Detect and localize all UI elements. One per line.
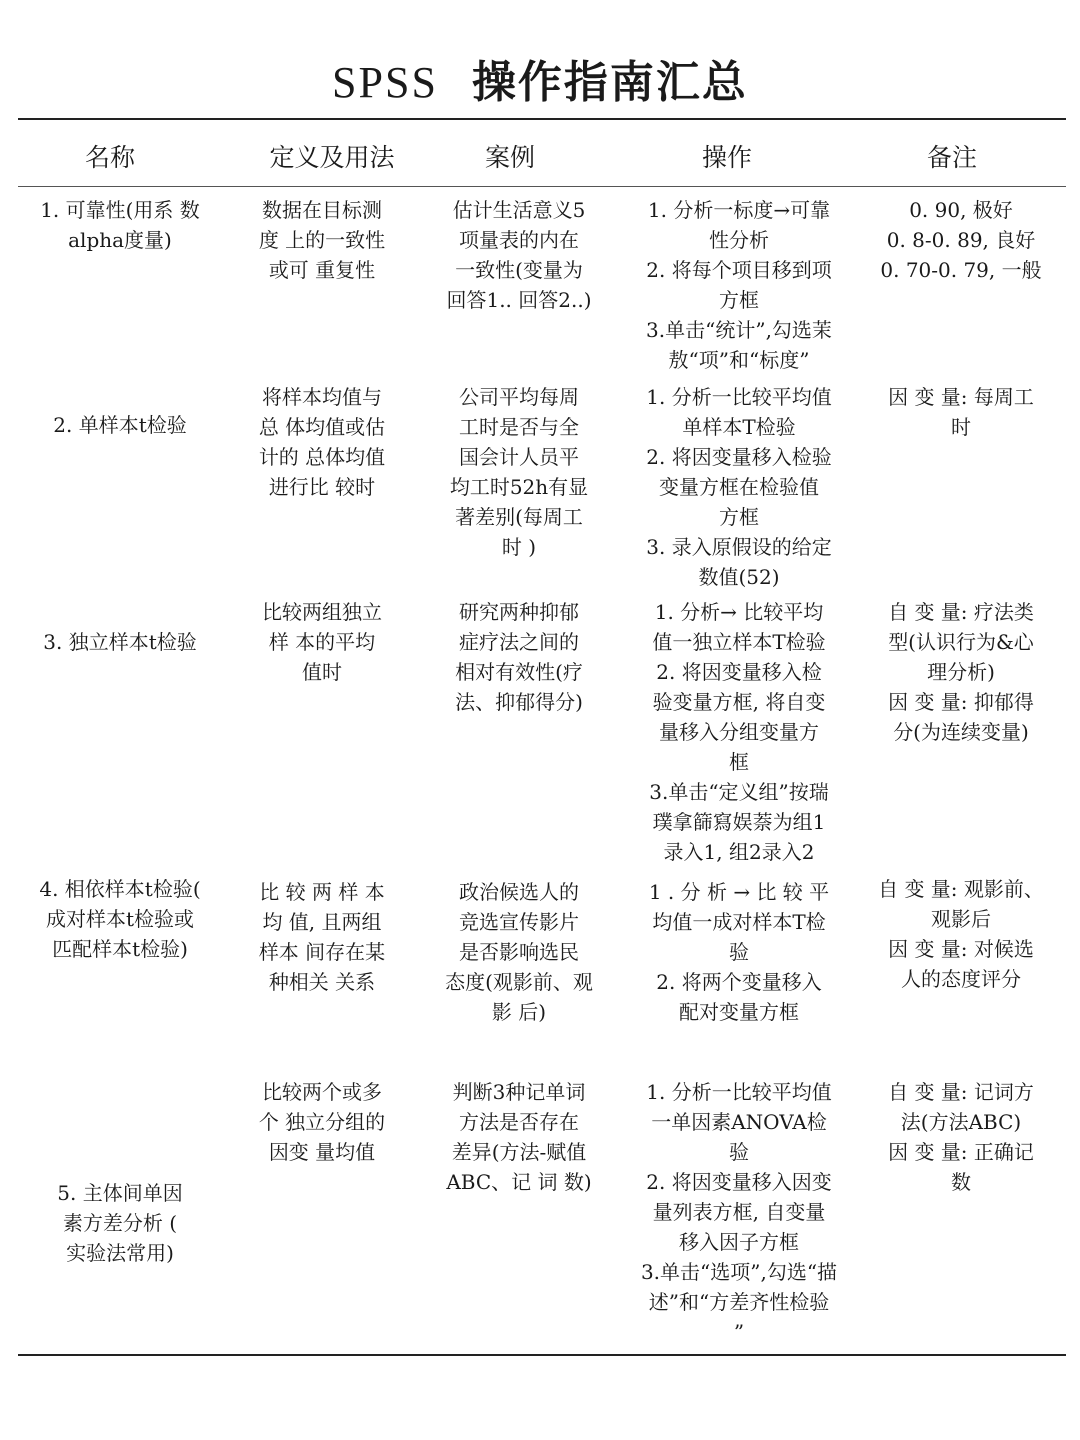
cell-line: 2. 将每个项目移到项 [646,258,832,282]
cell-line: 方框 [719,288,759,312]
cell-line: 成对样本t检验或 [45,907,195,931]
cell-name [20,1178,220,1268]
cell-line: 一致性(变量为 [455,258,583,282]
cell-line: 值一独立样本T检验 [652,630,826,654]
cell-line: 观影后 [931,907,991,931]
cell-line: 值时 [302,660,342,684]
cell-operation [624,877,854,1027]
cell-line: 框 [729,750,749,774]
cell-line: 量列表方框, 自变量 [652,1200,826,1224]
cell-line: 工时是否与全 [459,415,579,439]
cell-line: 度 上的一致性 [258,228,386,252]
cell-line: 型(认识行为&心 [888,630,1034,654]
cell-example [428,877,610,1027]
cell-line: 分(为连续变量) [893,720,1029,744]
cell-example [428,1077,610,1197]
cell-line: 均工时52h有显 [449,475,589,499]
cell-line: 时 [951,415,971,439]
cell-line: 因 变 量: 对候选 [888,937,1034,961]
cell-line: 单样本T检验 [682,415,796,439]
cell-line: 态度(观影前、观 [445,970,593,994]
cell-line: ” [733,1320,745,1344]
cell-line: 匹配样本t检验) [52,937,188,961]
cell-line: ABC、记 词 数) [446,1170,592,1194]
cell-line: 竞选宣传影片 [459,910,579,934]
cell-line: 3. 独立样本t检验 [43,630,197,654]
cell-line: 3.单击“统计”,勾选茉 [646,318,832,342]
cell-line: 1. 可靠性(用系 数 [40,198,200,222]
cell-line: 样 本的平均 [268,630,376,654]
cell-line: 自 变 量: 记词方 [888,1080,1034,1104]
cell-line: 因变 量均值 [268,1140,376,1164]
cell-line: 2. 将因变量移入检验 [646,445,832,469]
cell-line: 理分析) [927,660,995,684]
cell-line: 实验法常用) [66,1241,174,1265]
cell-line: 敖“项”和“标度” [668,348,810,372]
cell-line: 项量表的内在 [459,228,579,252]
cell-line: 3.单击“定义组”按瑞 [649,780,829,804]
cell-definition [232,195,412,285]
title-chinese: 操作指南汇总 [471,57,748,108]
cell-line: 将样本均值与 [262,385,382,409]
cell-line: 影 后) [491,1000,547,1024]
cell-name [20,874,220,964]
cell-line: 2. 将因变量移入因变 [646,1170,832,1194]
cell-line: 方框 [719,505,759,529]
cell-note [866,1077,1056,1197]
header-rule [18,186,1066,187]
cell-line: 总 体均值或估 [258,415,386,439]
cell-line: 因 变 量: 每周工 [888,385,1034,409]
cell-operation [624,195,854,375]
header-name: 名称 [84,143,135,172]
cell-name [20,410,220,440]
header-example: 案例 [484,143,535,172]
cell-line: 回答1.. 回答2..) [446,288,592,312]
cell-line: 数据在目标测 [262,198,382,222]
cell-line: 4. 相依样本t检验( [39,877,201,901]
cell-line: 自 变 量: 观影前、 [878,877,1044,901]
cell-line: 录入1, 组2录入2 [663,840,815,864]
cell-line: 是否影响选民 [459,940,579,964]
cell-line: 比 较 两 样 本 [259,880,385,904]
title-english: SPSS [332,58,438,107]
cell-definition [232,597,412,687]
header-definition: 定义及用法 [269,143,395,172]
cell-line: 判断3种记单词 [452,1080,586,1104]
cell-line: 计的 总体均值 [258,445,386,469]
cell-definition [232,877,412,997]
header-note: 备注 [926,143,977,172]
cell-line: 相对有效性(疗 [455,660,583,684]
cell-line: 璞拿篩寫娱萘为组1 [652,810,826,834]
cell-operation [624,382,854,592]
cell-line: 方法是否存在 [459,1110,579,1134]
cell-line: 进行比 较时 [268,475,376,499]
cell-line: 公司平均每周 [459,385,579,409]
cell-line: 1. 分析一比较平均值 [646,1080,832,1104]
cell-line: 估计生活意义5 [452,198,586,222]
cell-operation [624,1077,854,1347]
cell-line: 时 ) [501,535,537,559]
cell-line: 验变量方框, 将自变 [652,690,826,714]
cell-line: 种相关 关系 [268,970,376,994]
cell-line: 2. 将两个变量移入 [656,970,822,994]
cell-line: 一单因素ANOVA检 [651,1110,827,1134]
cell-line: 0. 90, 极好 [909,198,1013,222]
cell-line: 症疗法之间的 [459,630,579,654]
cell-line: alpha度量) [68,228,172,252]
cell-line: 量移入分组变量方 [659,720,819,744]
cell-line: 数 [951,1170,971,1194]
cell-line: 因 变 量: 抑郁得 [888,690,1034,714]
cell-line: 0. 8-0. 89, 良好 [886,228,1036,252]
cell-line: 样本 间存在某 [258,940,386,964]
header-operation: 操作 [701,143,752,172]
cell-line: 5. 主体间单因 [57,1181,183,1205]
cell-line: 验 [729,1140,749,1164]
cell-line: 或可 重复性 [268,258,376,282]
cell-note [866,382,1056,442]
cell-line: 3. 录入原假设的给定 [646,535,832,559]
table-top-rule [18,118,1066,120]
cell-example [428,597,610,717]
cell-line: 1. 分析→ 比较平均 [654,600,824,624]
cell-line: 政治候选人的 [459,880,579,904]
cell-line: 差异(方法-赋值 [451,1140,587,1164]
cell-definition [232,382,412,502]
cell-note [866,195,1056,285]
cell-line: 人的态度评分 [901,967,1021,991]
cell-line: 国会计人员平 [459,445,579,469]
page-title [0,46,1080,110]
cell-line: 0. 70-0. 79, 一般 [880,258,1042,282]
cell-note [866,597,1056,747]
cell-line: 性分析 [709,228,769,252]
cell-line: 1. 分析一标度→可靠 [647,198,831,222]
cell-line: 验 [729,940,749,964]
cell-line: 法、抑郁得分) [455,690,583,714]
cell-line: 因 变 量: 正确记 [888,1140,1034,1164]
cell-line: 素方差分析 ( [62,1211,178,1235]
cell-line: 配对变量方框 [679,1000,799,1024]
cell-line: 法(方法ABC) [900,1110,1022,1134]
cell-line: 著差别(每周工 [455,505,583,529]
table-bottom-rule [18,1354,1066,1356]
cell-line: 比较两组独立 [262,600,382,624]
cell-line: 移入因子方框 [679,1230,799,1254]
cell-name [20,195,220,255]
cell-operation [624,597,854,867]
cell-line: 述”和“方差齐性检验 [648,1290,830,1314]
cell-note [866,874,1056,994]
cell-line: 1 . 分 析 → 比 较 平 [648,880,830,904]
cell-line: 均 值, 且两组 [262,910,382,934]
cell-name [20,627,220,657]
cell-line: 研究两种抑郁 [459,600,579,624]
cell-line: 比较两个或多 [262,1080,382,1104]
cell-line: 均值一成对样本T检 [652,910,826,934]
cell-example [428,382,610,562]
cell-line: 2. 单样本t检验 [53,413,187,437]
cell-definition [232,1077,412,1167]
cell-line: 个 独立分组的 [258,1110,386,1134]
cell-line: 自 变 量: 疗法类 [888,600,1034,624]
cell-line: 变量方框在检验值 [659,475,819,499]
cell-line: 3.单击“选项”,勾选“描 [640,1260,838,1284]
cell-line: 数值(52) [698,565,780,589]
cell-example [428,195,610,315]
cell-line: 2. 将因变量移入检 [656,660,822,684]
cell-line: 1. 分析一比较平均值 [646,385,832,409]
